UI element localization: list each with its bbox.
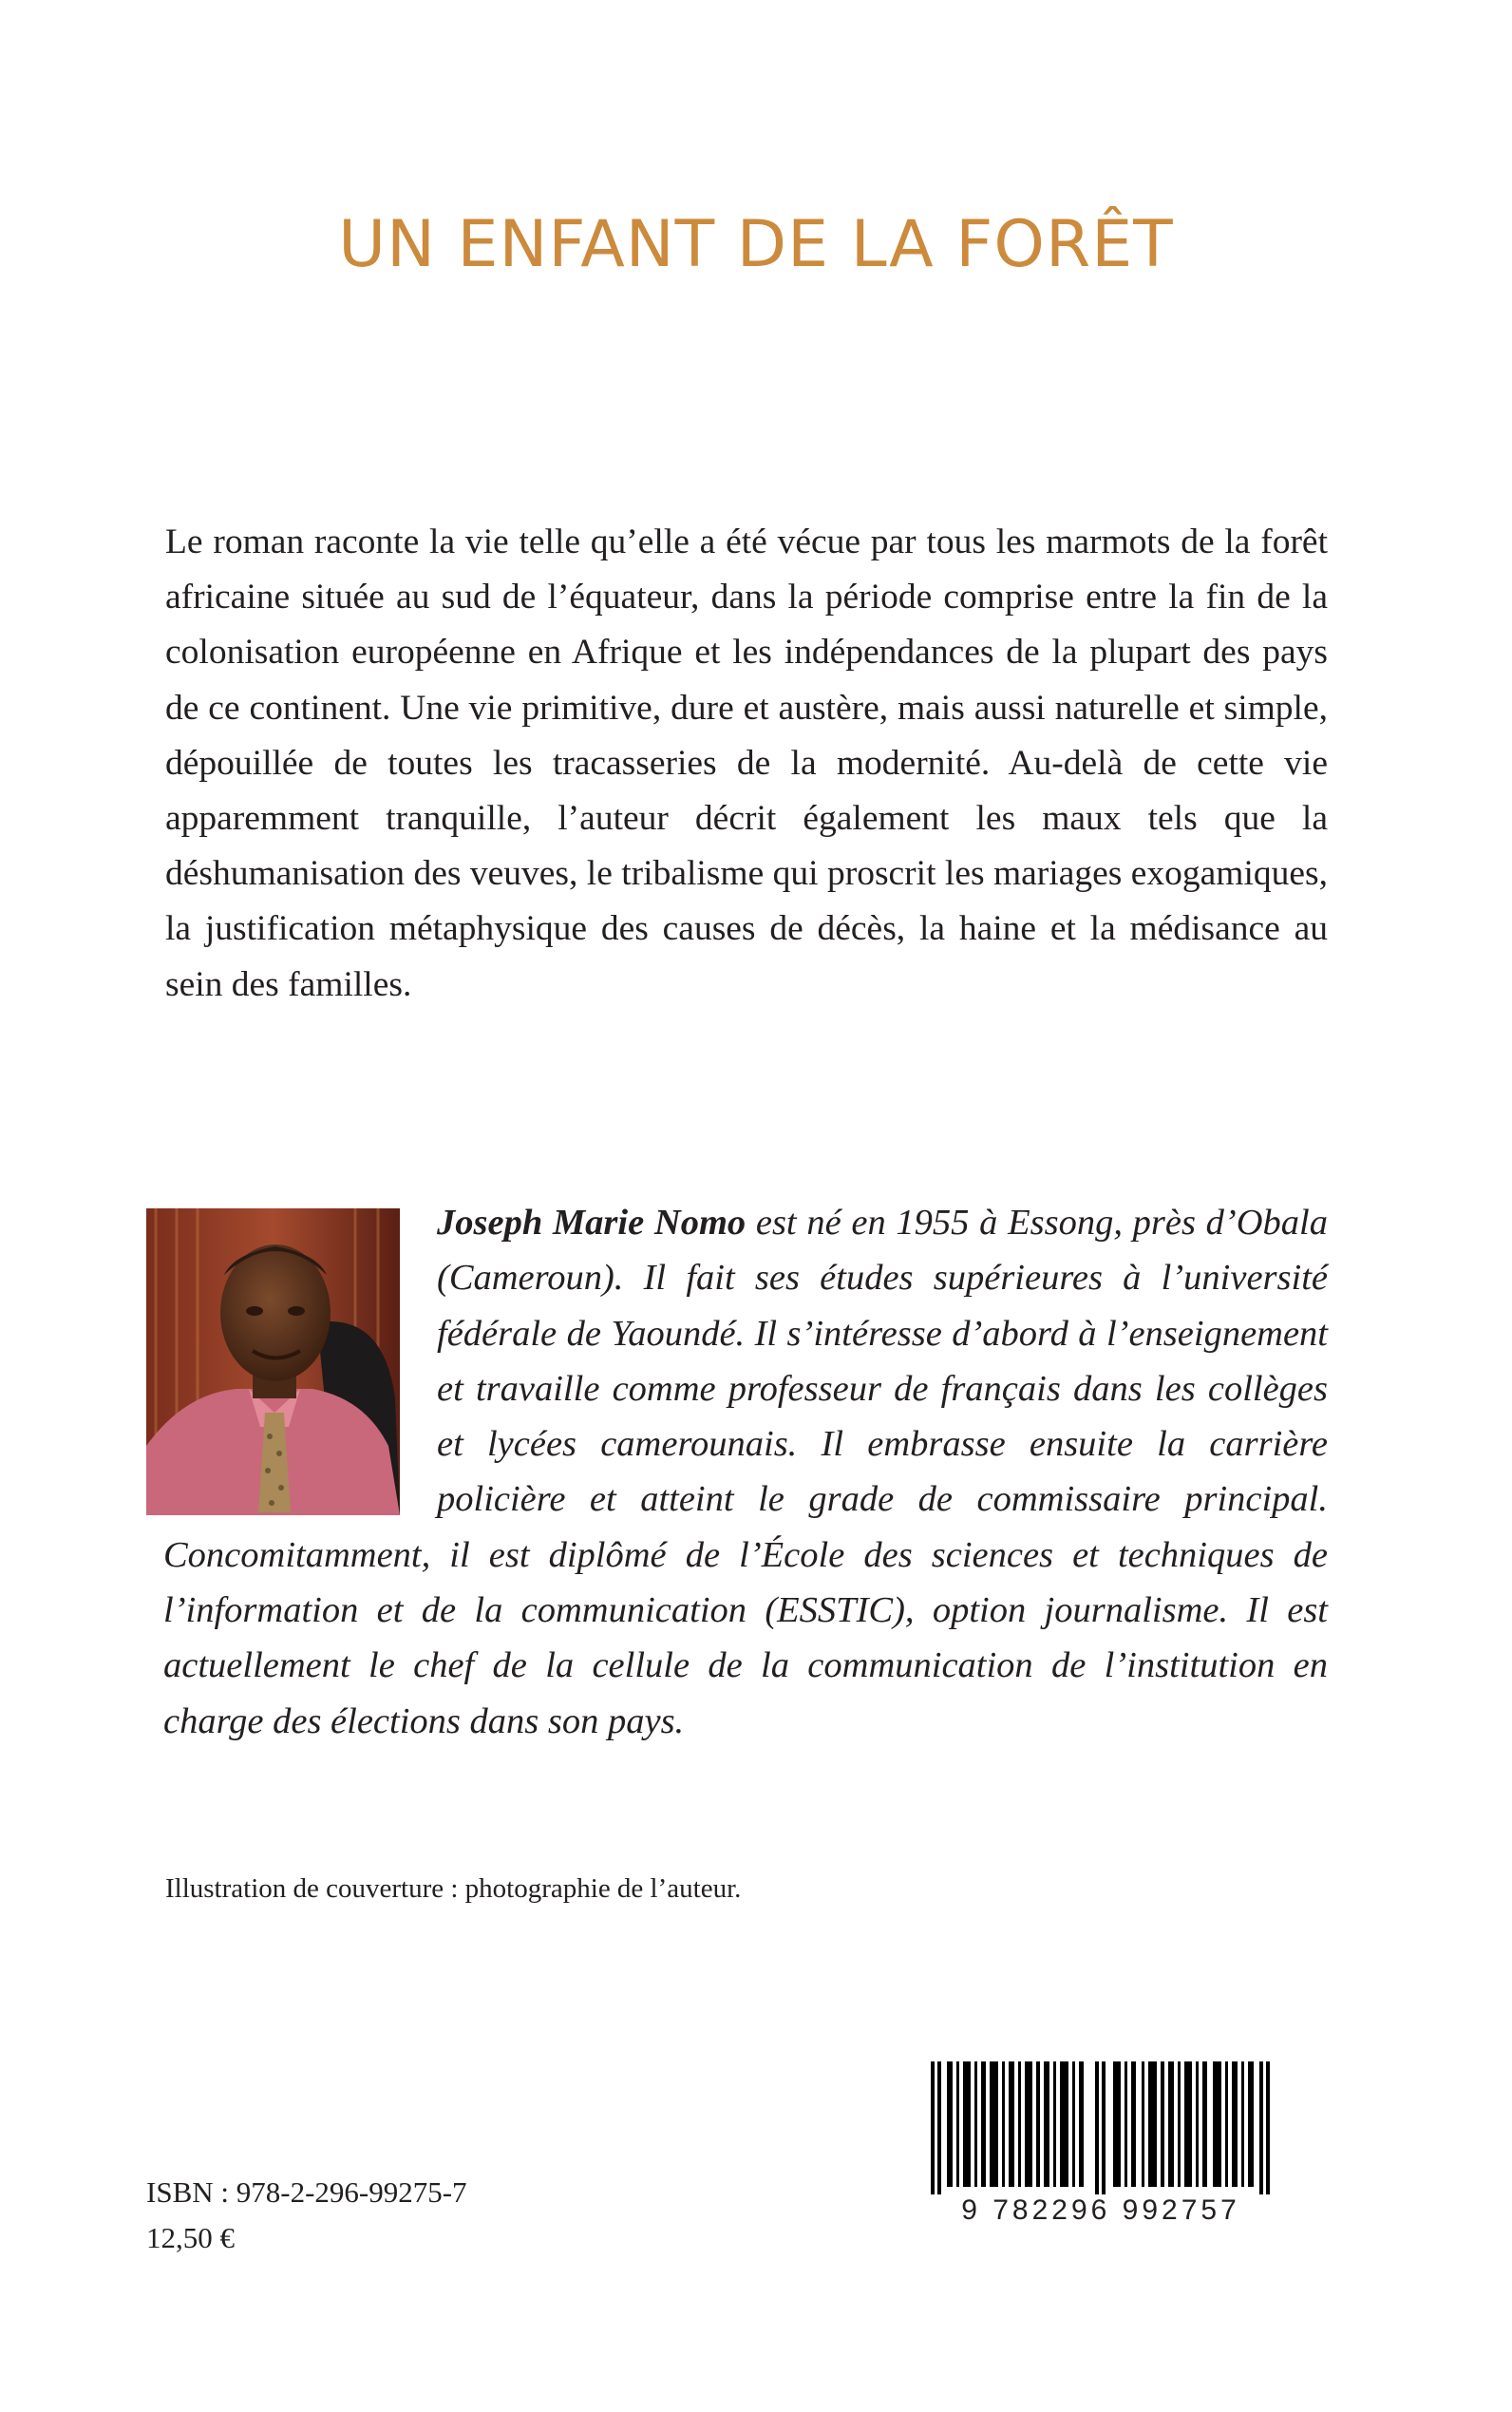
- book-title: UN ENFANT DE LA FORÊT: [338, 207, 1174, 282]
- barcode: [917, 2061, 1284, 2272]
- synopsis-paragraph: Le roman raconte la vie telle qu’elle a été vécue par tous les marmots de la forêt africaine située au sud de l’équateur, dans la période comprise entre la fin de la colonisation européenne en Afrique et les indépendances de la plupart des pays de ce continent. Une vie primitive, dure et austère, mais aussi naturelle et simple, dépouillée de toutes les tracasseries de la modernité. Au-delà de cette vie apparemment tranquille, l’auteur décrit également les maux tels que la déshumanisation des veuves, le tribalisme qui proscrit les mariages exogamiques, la justification métaphysique des causes de décès, la haine et la médisance au sein des familles.: [165, 522, 1328, 1004]
- illustration-credit: Illustration de couverture : photographie de l’auteur.: [165, 1873, 742, 1904]
- author-bio-text: est né en 1955 à Essong, près d’Obala (Cameroun). Il fait ses études supérieures à l’université fédérale de Yaoundé. Il s’intéresse d’abord à l’enseignement et travaille comme professeur de français dans les collèges et lycées camerounais. Il embrasse ensuite la carrière policière et atteint le grade de commissaire principal. Concomitamment, il est diplômé de l’École des sciences et techniques de l’information et de la communication (ESSTIC), option journalisme. Il est actuellement le chef de la cellule de la communication de l’institution en charge des élections dans son pays.: [163, 1203, 1328, 1741]
- photo-spacer: [163, 1195, 437, 1526]
- price-label: 12,50 €: [146, 2221, 235, 2254]
- author-bio: [163, 1195, 1328, 1749]
- isbn-label: ISBN : 978-2-296-99275-7: [146, 2175, 467, 2209]
- author-name: Joseph Marie Nomo: [437, 1203, 747, 1243]
- barcode-digits: 9 782296 992757: [961, 2194, 1240, 2226]
- barcode-icon: [917, 2061, 1284, 2272]
